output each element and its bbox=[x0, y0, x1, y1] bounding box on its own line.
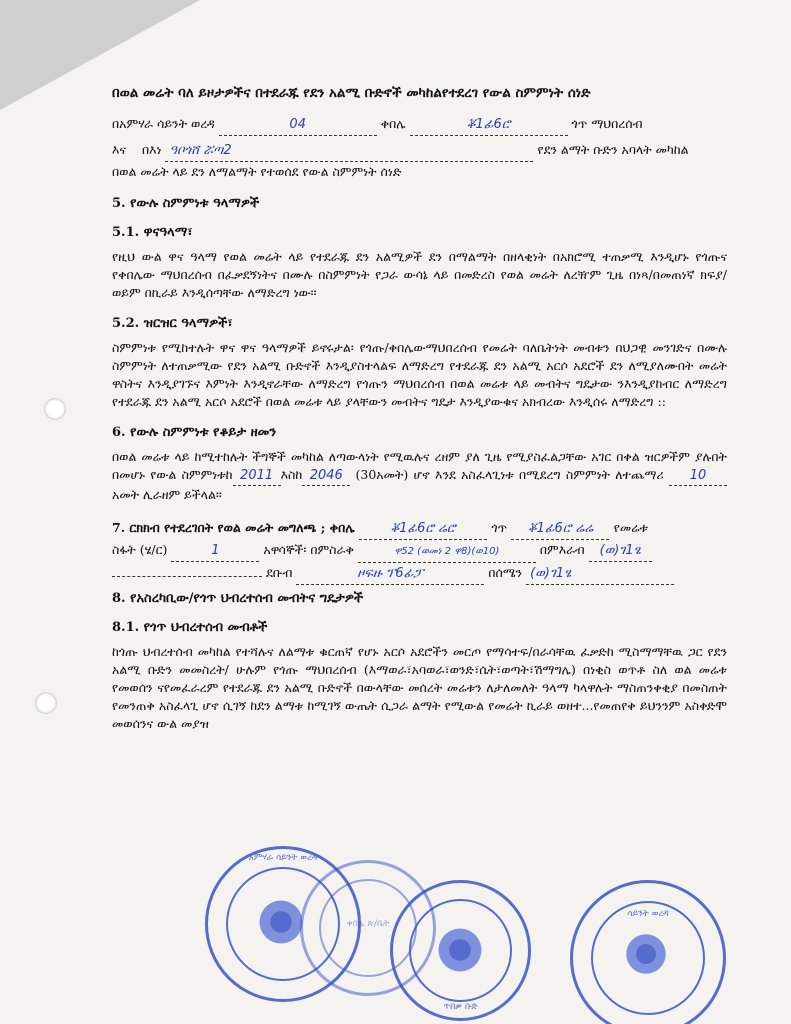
section-5-2-heading: 5.2. ዝርዝር ዓላማዎች፣ bbox=[112, 316, 233, 331]
section-6-heading: 6. የውሉ ስምምነቱ የቆይታ ዘመን bbox=[112, 425, 277, 440]
emblem-icon bbox=[623, 931, 669, 977]
from-year-value: 2011 bbox=[233, 467, 281, 486]
until-year-value: 2046 bbox=[302, 467, 350, 486]
community-stamp: ጥበቃ ቡድ bbox=[390, 880, 531, 1021]
document-title: በወል መሬት ባለ ይዞታዎችና በተደራጁ የደን አልሚ ቡድኖች መካከልየተደረገ የውል ስምምነት ሰነድ bbox=[112, 85, 591, 101]
east-neighbor-value: ዋ52 (ወመነ 2 ዋ8)(ወ10) bbox=[358, 542, 536, 563]
section-8-heading: 8. የአስረካቢው/የጎጥ ህብረተሰብ መብትና ግዴታዎች bbox=[112, 591, 364, 606]
section-5-2-body: ስምምነቱ የሚከተሉት ዋና ዋና ዓላማዎች ይኖሩታል፡ የጎጡ/ቀበሌውማህበረሰብ የመሬት ባለቤትነት መብቱን በህጋዊ መንገድና በሙሉ ስምምነት ለተጠቃሚው የደን አልሚ ቡድኖች እንዲያስተላልፍ ለማድረግ የተደራጁ ደን አልሚ አርሶ አደሮች ደን ለሚያለሙበት መሬት ዋስትና እንዲያገኙና እምነት እንዲኖራቸው ለማድረግ የጎጡን ማህበረሰብ በወል መሬቱ ላይ መብትና ግዴታው ንእንዲያከብር ለማድረግ የተደራጁ ደን አልሚ አርሶ አደሮች በወል መሬቱ ላይ ያላቸውን መብትና ግዴታ እንዲያውቁና አክብረው እንዲሰሩ ለማድረግ :: bbox=[112, 340, 727, 409]
section-8-1-heading: 8.1. የጎጥ ህብረተሰብ መብቶች bbox=[112, 620, 268, 635]
area-value: 1 bbox=[171, 541, 259, 562]
section-8-1-body: ከጎጡ ህብረተሰብ መካከል የተሻሉና ለልማቱ ቁርጠኛ የሆኑ አርሶ አደሮችን መርጦ የማሳተፍ/በራሳቸዉ ፈቃድከ ሚስማማቸዉ ጋር የደን አልሚ ቡድን መመስረት/ ሁሉም የጎጡ ማህበረሰብ (እማወራ፣አባወራ፣ወንድ፣ሴት፣ወጣት፣ሽማግሌ) በነቂስ ወጥቶ ስለ ወል መሬቱ የመወሰን ናየመፈራረም የተደራጁ ደን አልሚ ቡድኖች በውላቸው መሰረት መሬቱን ለታለመለት ዓላማ ካላዋሉት ማስጠንቀቂያ በመስጠት የመንጠቅ አስፈላጊ ሆኖ ሲገኝ ከደን ልማቱ ከሚገኝ ውጤት ሲጋራ ልማት የሚውል የመሬት ኪራይ ወዘተ...የመጠየቅ ይህንንም አስቀድሞ መወሰንና ውል መያዝ bbox=[112, 644, 727, 731]
woreda-office-stamp: አምሃራ ሳይንት ወረዳ bbox=[205, 846, 361, 1002]
parties-line-2: እና በእነ ዓቦጎሸ ሯጣ2 የደን ልማት ቡድን አባላት መካከል bbox=[112, 140, 727, 162]
office-stamp: ሳይንት ወረዳ bbox=[570, 880, 726, 1024]
west-neighbor-value: (ወ)ገ1ፄ bbox=[589, 541, 652, 562]
section-7: 7. ርክክብ የተደረገበት የወል መሬት መግለጫ ; ቀበሌ ቖ1ፊ6ሮ ሬሮ ጎጥ ቖ1ፊ6ሮ ሬሬ የመሬቱ ስፋት (ሄ/ር) 1 አዋሳኞች፡ በምስራቅ ዋ52 (ወመነ 2 ዋ8)(ወ10) በምእራብ (ወ)ገ1ፄ ደቡብ ዞፍዙ ፕ6ፊፓ በሰሜን (ወ)ገ1ፄ bbox=[112, 518, 727, 585]
kebele-value: ቖ1ፊ6ሮ bbox=[410, 115, 568, 136]
land-got-value: ቖ1ፊ6ሮ ሬሬ bbox=[511, 519, 609, 540]
land-kebele-value: ቖ1ፊ6ሮ ሬሮ bbox=[359, 519, 487, 540]
emblem-icon bbox=[256, 897, 306, 947]
section-6-body: በወል መሬቱ ላይ ከሚተከሉት ችግኞች መካከል ለጣውላነት የሚዉሉና ረዘም ያለ ጊዜ የሚያስፈልጋቸው አገር በቀል ዝርዎችም ያሉበት በመሆኑ የውል ስምምነቱከ 2011 እስከ 2046 (30አመት) ሆኖ እንደ አስፈላጊነቱ በሚደረግ ስምምነት ለተጨማሪ 10 አመት ሊራዘም ይችላል፡፡ bbox=[112, 449, 727, 502]
section-5-1-heading: 5.1. ዋናዓላማ፣ bbox=[112, 225, 193, 240]
punch-hole bbox=[35, 692, 57, 714]
punch-hole bbox=[44, 398, 66, 420]
document-body bbox=[112, 82, 727, 733]
group-name-value: ዓቦጎሸ ሯጣ2 bbox=[165, 141, 533, 162]
emblem-icon bbox=[435, 925, 485, 975]
kebele-stamp: ቀበሌ ጽ/ቤት bbox=[300, 860, 436, 996]
section-7-heading: 7. ርክክብ የተደረገበት የወል መሬት መግለጫ ; ቀበሌ bbox=[112, 520, 355, 535]
parties-line-3: በወል መሬት ላይ ደን ለማልማት የተወሰደ የውል ስምምነት ሰነድ bbox=[112, 164, 402, 179]
south-neighbor-value: ዞፍዙ ፕ6ፊፓ bbox=[296, 564, 484, 585]
parties-line-1: በአምሃራ ሳይንት ወረዳ 04 ቀበሌ ቖ1ፊ6ሮ ጎጥ ማህበረሰብ bbox=[112, 114, 727, 136]
north-neighbor-value: (ወ)ገ1ፄ bbox=[526, 564, 674, 585]
woreda-value: 04 bbox=[219, 115, 377, 136]
section-5-heading: 5. የውሉ ስምምነቱ ዓላማዎች bbox=[112, 196, 260, 211]
section-5-1-body: የዚህ ውል ዋና ዓላማ የወል መሬት ላይ የተደራጁ ደን አልሚዎች ደን በማልማት በዘላቂነት በአክሮሚ ተጠቃሚ እንዲሆኑ የጎጡና የቀበሌው ማህበረሰብ በፈቃደኝነትና በሙሉ በስምምነት የጋራ ውሳኔ ላይ በመድረስ የወል መሬት ለረዥም ጊዜ በነጻ/በመጠነኛ ክፍያ/ ወይም በኪራይ እንዲሰጣቸው ለማድረግ ነው፡፡ bbox=[112, 249, 727, 300]
extension-years-value: 10 bbox=[669, 467, 727, 486]
